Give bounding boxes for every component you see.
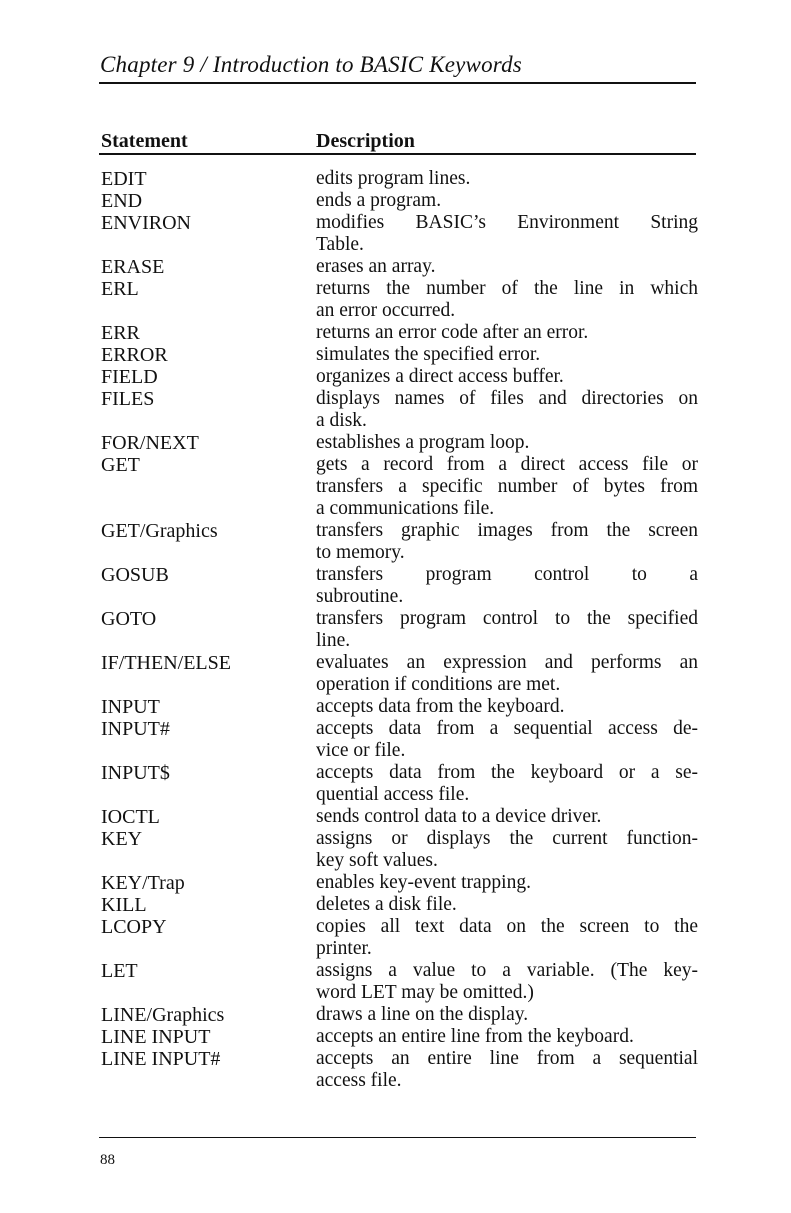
description-line: copies all text data on the screen to the (316, 916, 698, 937)
keyword-table (0, 168, 791, 1092)
description-line: key soft values. (316, 850, 438, 871)
keyword-name: ERL (101, 278, 139, 300)
description-line: returns the number of the line in which (316, 278, 698, 299)
keyword-name: LINE INPUT# (101, 1048, 221, 1070)
keyword-description (316, 322, 698, 344)
description-line: vice or file. (316, 740, 406, 761)
description-line: ends a program. (316, 190, 442, 211)
keyword-name: KEY/Trap (101, 872, 185, 894)
table-row (0, 718, 791, 762)
chapter-header: Chapter 9 / Introduction to BASIC Keywords (100, 52, 522, 77)
column-header-statement: Statement (101, 130, 188, 152)
keyword-name: LCOPY (101, 916, 167, 938)
keyword-description (316, 1048, 698, 1092)
table-row (0, 1004, 791, 1026)
keyword-name: IOCTL (101, 806, 160, 828)
table-row (0, 1048, 791, 1092)
description-line: accepts data from a sequential access de- (316, 718, 698, 739)
keyword-description (316, 806, 698, 828)
keyword-name: IF/THEN/ELSE (101, 652, 231, 674)
table-row (0, 322, 791, 344)
table-row (0, 278, 791, 322)
keyword-description (316, 652, 698, 696)
keyword-description (316, 432, 698, 454)
keyword-description (316, 278, 698, 322)
description-line: establishes a program loop. (316, 432, 530, 453)
keyword-description (316, 190, 698, 212)
table-row (0, 806, 791, 828)
description-line: a communications file. (316, 498, 495, 519)
keyword-description (316, 1026, 698, 1048)
keyword-description (316, 718, 698, 762)
keyword-description (316, 388, 698, 432)
keyword-name: ERROR (101, 344, 168, 366)
keyword-description (316, 212, 698, 256)
description-line: word LET may be omitted.) (316, 982, 534, 1003)
description-line: to memory. (316, 542, 405, 563)
keyword-name: END (101, 190, 143, 212)
keyword-name: INPUT# (101, 718, 170, 740)
description-line: transfers a specific number of bytes from (316, 476, 698, 497)
table-row (0, 520, 791, 564)
description-line: erases an array. (316, 256, 436, 277)
keyword-description (316, 894, 698, 916)
description-line: line. (316, 630, 351, 651)
description-line: transfers program control to the specified (316, 608, 698, 629)
description-line: modifies BASIC’s Environment String (316, 212, 698, 233)
keyword-description (316, 960, 698, 1004)
description-line: quential access file. (316, 784, 470, 805)
table-row (0, 828, 791, 872)
description-line: transfers program control to a (316, 564, 698, 585)
table-row (0, 344, 791, 366)
description-line: transfers graphic images from the screen (316, 520, 698, 541)
table-row (0, 388, 791, 432)
keyword-name: ERR (101, 322, 140, 344)
keyword-name: GET/Graphics (101, 520, 218, 542)
table-row (0, 652, 791, 696)
keyword-description (316, 608, 698, 652)
description-line: assigns or displays the current function- (316, 828, 698, 849)
description-line: subroutine. (316, 586, 404, 607)
keyword-name: FILES (101, 388, 155, 410)
description-line: deletes a disk file. (316, 894, 457, 915)
keyword-description (316, 828, 698, 872)
keyword-name: INPUT (101, 696, 160, 718)
description-line: access file. (316, 1070, 402, 1091)
column-header-description: Description (316, 130, 415, 152)
page-number: 88 (100, 1152, 115, 1168)
keyword-description (316, 366, 698, 388)
description-line: accepts data from the keyboard. (316, 696, 565, 717)
table-row (0, 564, 791, 608)
keyword-name: LET (101, 960, 138, 982)
keyword-description (316, 168, 698, 190)
description-line: an error occurred. (316, 300, 456, 321)
description-line: organizes a direct access buffer. (316, 366, 564, 387)
keyword-description (316, 454, 698, 520)
table-row (0, 762, 791, 806)
keyword-description (316, 696, 698, 718)
description-line: returns an error code after an error. (316, 322, 589, 343)
description-line: edits program lines. (316, 168, 471, 189)
table-row (0, 960, 791, 1004)
description-line: Table. (316, 234, 364, 255)
keyword-name: KILL (101, 894, 147, 916)
table-row (0, 212, 791, 256)
header-rule (99, 82, 696, 84)
description-line: accepts data from the keyboard or a se- (316, 762, 698, 783)
keyword-description (316, 872, 698, 894)
description-line: assigns a value to a variable. (The key- (316, 960, 698, 981)
table-row (0, 608, 791, 652)
description-line: a disk. (316, 410, 367, 431)
keyword-description (316, 256, 698, 278)
keyword-name: FIELD (101, 366, 158, 388)
description-line: evaluates an expression and performs an (316, 652, 698, 673)
table-row (0, 894, 791, 916)
keyword-name: LINE INPUT (101, 1026, 211, 1048)
description-line: accepts an entire line from the keyboard. (316, 1026, 634, 1047)
table-row (0, 1026, 791, 1048)
table-row (0, 190, 791, 212)
description-line: displays names of files and directories on (316, 388, 698, 409)
keyword-name: INPUT$ (101, 762, 170, 784)
description-line: gets a record from a direct access file or (316, 454, 698, 475)
keyword-name: GOTO (101, 608, 157, 630)
keyword-name: EDIT (101, 168, 147, 190)
table-row (0, 872, 791, 894)
table-row (0, 256, 791, 278)
table-header-rule (99, 153, 696, 155)
keyword-name: ERASE (101, 256, 165, 278)
keyword-name: LINE/Graphics (101, 1004, 225, 1026)
footer-rule (99, 1137, 696, 1138)
description-line: accepts an entire line from a sequential (316, 1048, 698, 1069)
description-line: printer. (316, 938, 372, 959)
keyword-name: GET (101, 454, 140, 476)
keyword-description (316, 1004, 698, 1026)
keyword-description (316, 520, 698, 564)
description-line: operation if conditions are met. (316, 674, 561, 695)
description-line: enables key-event trapping. (316, 872, 531, 893)
keyword-name: KEY (101, 828, 143, 850)
keyword-name: GOSUB (101, 564, 169, 586)
keyword-description (316, 916, 698, 960)
keyword-description (316, 762, 698, 806)
table-row (0, 696, 791, 718)
keyword-description (316, 564, 698, 608)
table-row (0, 916, 791, 960)
table-row (0, 366, 791, 388)
keyword-description (316, 344, 698, 366)
description-line: sends control data to a device driver. (316, 806, 602, 827)
table-row (0, 168, 791, 190)
description-line: simulates the specified error. (316, 344, 541, 365)
keyword-name: FOR/NEXT (101, 432, 199, 454)
table-row (0, 454, 791, 520)
keyword-name: ENVIRON (101, 212, 191, 234)
description-line: draws a line on the display. (316, 1004, 529, 1025)
table-row (0, 432, 791, 454)
